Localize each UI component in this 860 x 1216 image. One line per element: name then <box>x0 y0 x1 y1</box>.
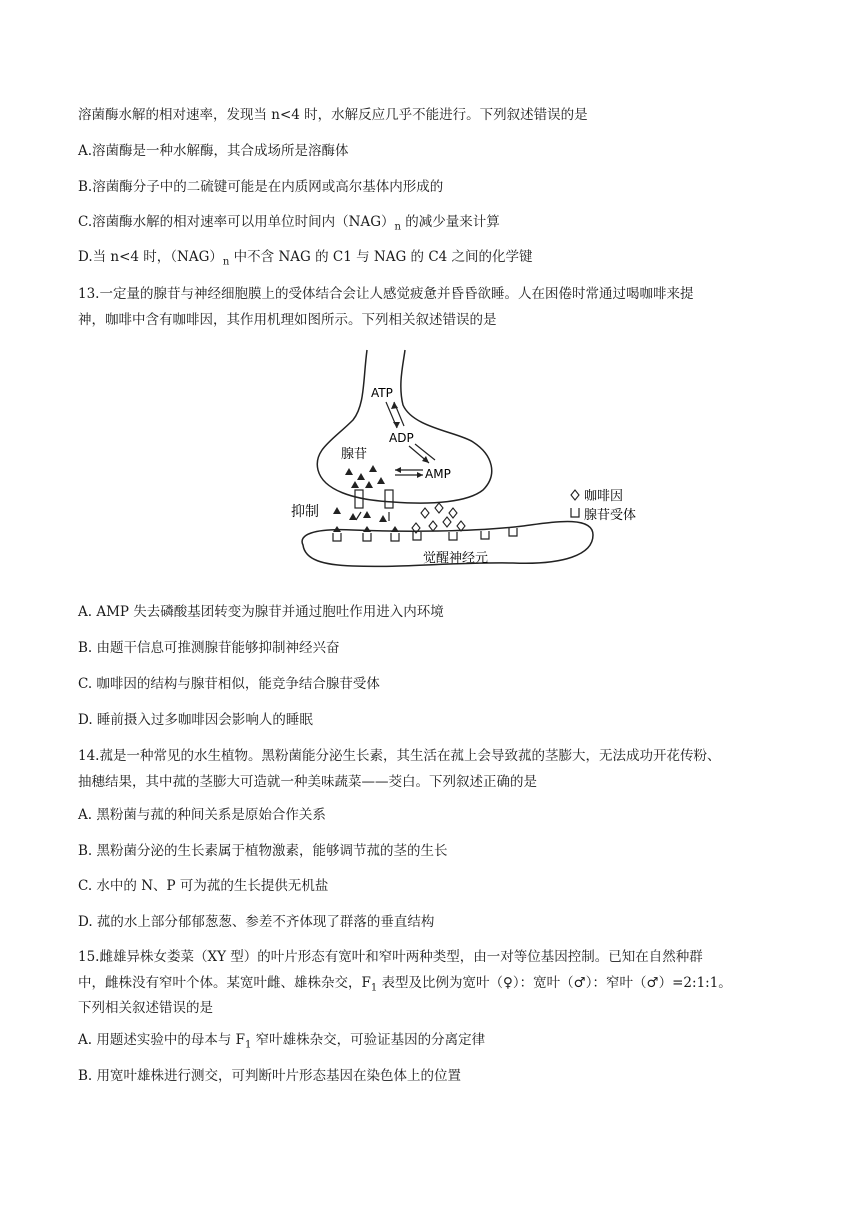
q14-stem-line1: 14.菰是一种常见的水生植物。黑粉菌能分泌生长素，其生活在菰上会导致菰的茎膨大，无法成功开花传粉、 <box>78 748 721 764</box>
q12-option-a: A.溶菌酶是一种水解酶，其合成场所是溶酶体 <box>78 143 349 159</box>
presynaptic-terminal <box>317 350 491 503</box>
q12-option-d <box>78 248 533 272</box>
q15-option-a-post: 窄叶雄株杂交，可验证基因的分离定律 <box>251 1032 486 1048</box>
q15-stem-line2-post: 表型及比例为宽叶（♀）：宽叶（♂）：窄叶（♂）=2:1:1。 <box>377 975 732 991</box>
q15-option-a-pre: A. 用题述实验中的母本与 F <box>78 1032 245 1048</box>
q15-option-a-sub: 1 <box>245 1039 252 1051</box>
q15-option-a <box>78 1031 485 1055</box>
q14-option-b: B. 黑粉菌分泌的生长素属于植物激素，能够调节菰的茎的生长 <box>78 843 448 859</box>
legend-receptor-icon <box>571 508 579 517</box>
synapse-diagram <box>291 350 637 580</box>
q12-option-d-pre: D.当 n<4 时，（NAG） <box>78 249 223 265</box>
q15-stem-line2 <box>78 974 732 998</box>
q12-option-c-pre: C.溶菌酶水解的相对速率可以用单位时间内（NAG） <box>78 214 395 230</box>
q13-stem-line2: 神，咖啡中含有咖啡因，其作用机理如图所示。下列相关叙述错误的是 <box>78 312 497 328</box>
q13-option-b: B. 由题干信息可推测腺苷能够抑制神经兴奋 <box>78 640 340 656</box>
caffeine-diamonds <box>412 503 465 533</box>
q13-stem-line1: 13.一定量的腺苷与神经细胞膜上的受体结合会让人感觉疲惫并昏昏欲睡。人在困倦时常通过喝咖啡来提 <box>78 286 694 302</box>
q13-option-d: D. 睡前摄入过多咖啡因会影响人的睡眠 <box>78 712 313 728</box>
inhibit-label: 抑制 <box>291 504 319 520</box>
legend-caffeine-icon <box>571 490 579 500</box>
q15-stem-line1: 15.雌雄异株女娄菜（XY 型）的叶片形态有宽叶和窄叶两种类型，由一对等位基因控制。已知在自然种群 <box>78 949 703 965</box>
q15-stem-line2-sub: 1 <box>370 982 378 994</box>
q15-stem-line2-pre: 中，雌株没有窄叶个体。某宽叶雌、雄株杂交，F <box>78 975 371 991</box>
q12-option-c-post: 的减少量来计算 <box>400 214 500 230</box>
atp-label: ATP <box>371 386 393 400</box>
neuron-label: 觉醒神经元 <box>423 551 489 566</box>
q13-option-a: A. AMP 失去磷酸基团转变为腺苷并通过胞吐作用进入内环境 <box>78 604 444 620</box>
q14-option-d: D. 菰的水上部分郁郁葱葱、参差不齐体现了群落的垂直结构 <box>78 914 435 930</box>
legend-receptor-label: 腺苷受体 <box>584 508 637 523</box>
q12-option-d-sub: n <box>222 256 230 268</box>
q14-option-a: A. 黑粉菌与菰的种间关系是原始合作关系 <box>78 807 326 823</box>
q12-option-b: B.溶菌酶分子中的二硫键可能是在内质网或高尔基体内形成的 <box>78 179 444 195</box>
synapse-svg <box>291 350 637 580</box>
q14-stem-line2: 抽穗结果，其中菰的茎膨大可造就一种美味蔬菜——茭白。下列叙述正确的是 <box>78 774 537 790</box>
q15-stem-line3: 下列相关叙述错误的是 <box>78 1000 213 1016</box>
q12-option-c-sub: n <box>394 221 401 233</box>
q13-option-c: C. 咖啡因的结构与腺苷相似，能竞争结合腺苷受体 <box>78 676 380 692</box>
q12-option-c <box>78 213 500 237</box>
q12-stem-tail: 溶菌酶水解的相对速率，发现当 n<4 时，水解反应几乎不能进行。下列叙述错误的是 <box>78 107 588 123</box>
adenosine-label: 腺苷 <box>341 447 368 462</box>
legend-caffeine-label: 咖啡因 <box>584 489 624 504</box>
q14-option-c: C. 水中的 N、P 可为菰的生长提供无机盐 <box>78 878 329 894</box>
adp-label: ADP <box>389 431 414 445</box>
amp-label: AMP <box>425 467 451 481</box>
q12-option-d-post: 中不含 NAG 的 C1 与 NAG 的 C4 之间的化学键 <box>229 249 533 265</box>
q15-option-b: B. 用宽叶雄株进行测交，可判断叶片形态基因在染色体上的位置 <box>78 1068 462 1084</box>
